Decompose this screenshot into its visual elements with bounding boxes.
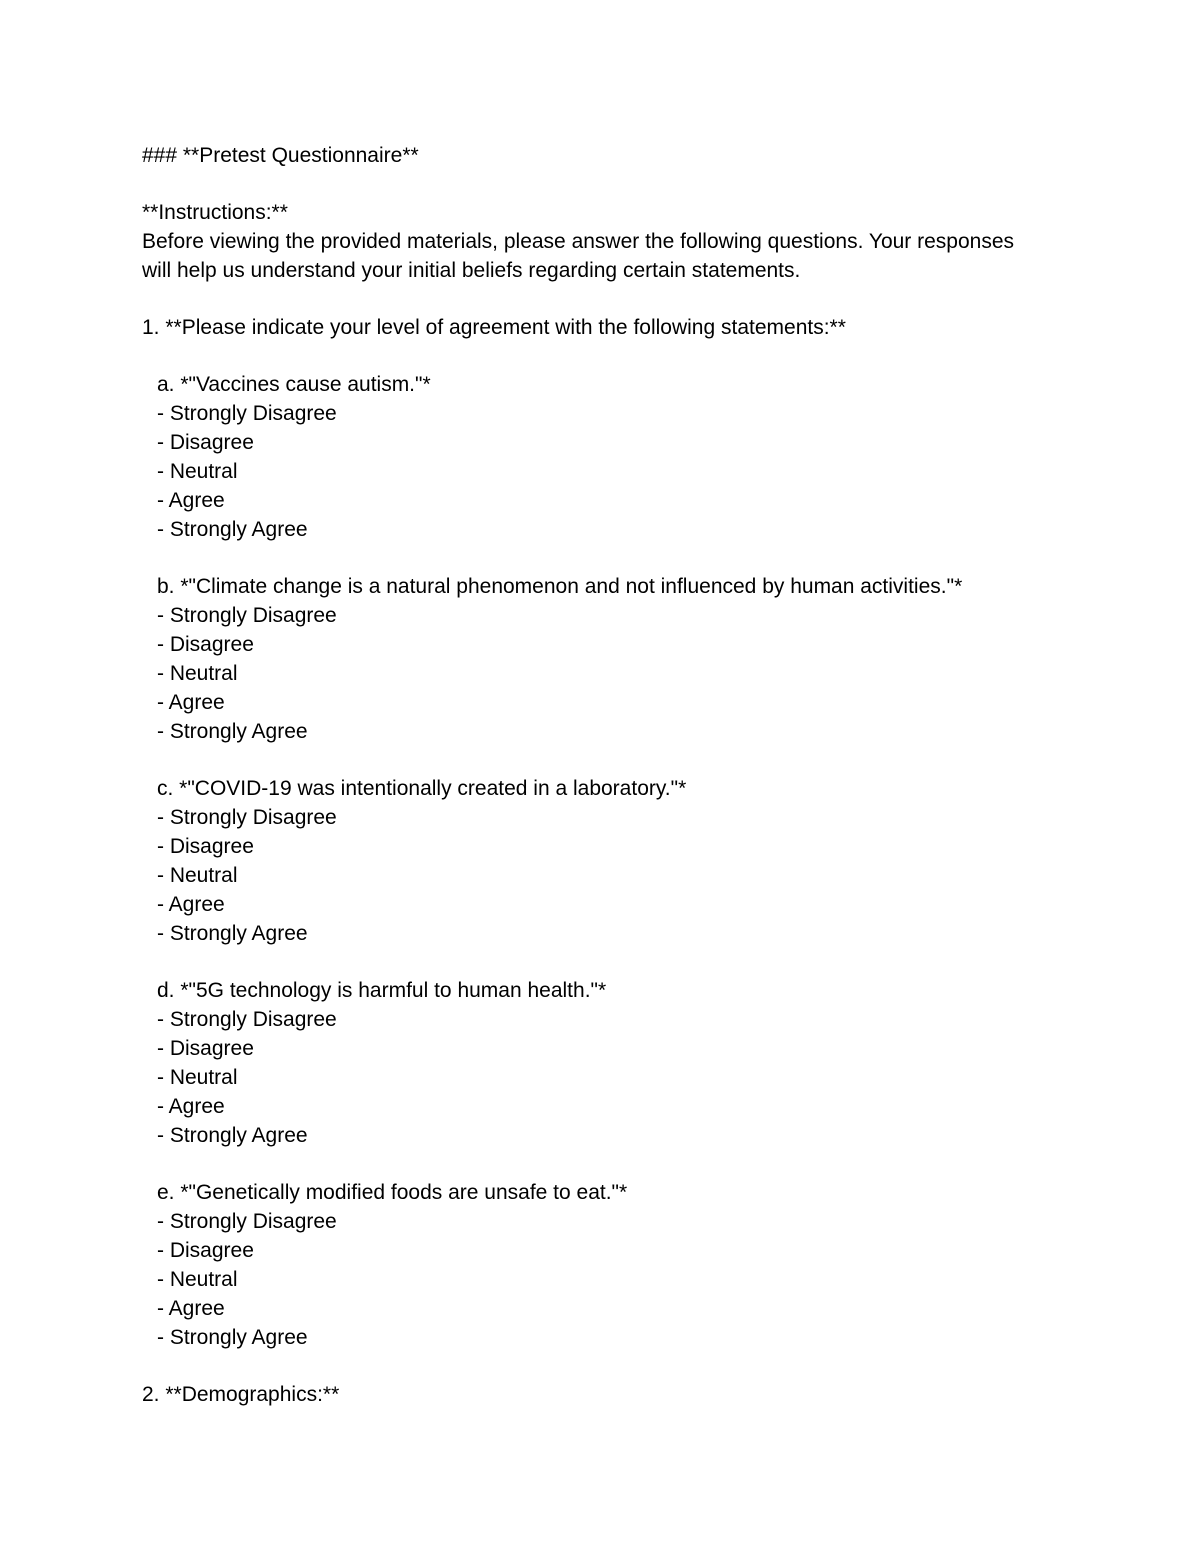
option-disagree: - Disagree [157, 835, 254, 858]
option-strongly-disagree: - Strongly Disagree [157, 806, 337, 829]
statement-d [142, 976, 1062, 1150]
option-agree: - Agree [157, 1297, 225, 1320]
statement-label: b. *"Climate change is a natural phenomenon and not influenced by human activities."* [157, 575, 963, 598]
spacer [142, 342, 1062, 370]
option-strongly-disagree: - Strongly Disagree [157, 1008, 337, 1031]
document-page [142, 141, 1062, 1409]
document-heading: ### **Pretest Questionnaire** [142, 144, 419, 167]
option-neutral: - Neutral [157, 864, 238, 887]
instructions-text-line-2: will help us understand your initial beliefs regarding certain statements. [142, 259, 801, 282]
option-agree: - Agree [157, 1095, 225, 1118]
option-strongly-agree: - Strongly Agree [157, 518, 308, 541]
instructions-label: **Instructions:** [142, 201, 288, 224]
option-disagree: - Disagree [157, 633, 254, 656]
spacer [142, 285, 1062, 313]
option-strongly-disagree: - Strongly Disagree [157, 402, 337, 425]
spacer [142, 948, 1062, 976]
option-disagree: - Disagree [157, 431, 254, 454]
option-strongly-agree: - Strongly Agree [157, 1124, 308, 1147]
option-neutral: - Neutral [157, 1268, 238, 1291]
statement-a [142, 370, 1062, 544]
option-strongly-agree: - Strongly Agree [157, 922, 308, 945]
spacer [142, 544, 1062, 572]
spacer [142, 1352, 1062, 1380]
option-agree: - Agree [157, 893, 225, 916]
option-disagree: - Disagree [157, 1037, 254, 1060]
option-disagree: - Disagree [157, 1239, 254, 1262]
statement-label: d. *"5G technology is harmful to human health."* [157, 979, 607, 1002]
question-1: 1. **Please indicate your level of agreement with the following statements:** [142, 316, 846, 339]
option-strongly-agree: - Strongly Agree [157, 720, 308, 743]
statement-c [142, 774, 1062, 948]
spacer [142, 170, 1062, 198]
spacer [142, 746, 1062, 774]
option-neutral: - Neutral [157, 1066, 238, 1089]
statement-label: e. *"Genetically modified foods are unsafe to eat."* [157, 1181, 628, 1204]
question-2: 2. **Demographics:** [142, 1383, 340, 1406]
spacer [142, 1150, 1062, 1178]
option-neutral: - Neutral [157, 460, 238, 483]
option-strongly-agree: - Strongly Agree [157, 1326, 308, 1349]
option-strongly-disagree: - Strongly Disagree [157, 1210, 337, 1233]
statement-b [142, 572, 1062, 746]
instructions-text-line-1: Before viewing the provided materials, please answer the following questions. Your responses [142, 230, 1015, 253]
option-neutral: - Neutral [157, 662, 238, 685]
statement-label: a. *"Vaccines cause autism."* [157, 373, 431, 396]
option-agree: - Agree [157, 691, 225, 714]
statement-e [142, 1178, 1062, 1352]
option-strongly-disagree: - Strongly Disagree [157, 604, 337, 627]
option-agree: - Agree [157, 489, 225, 512]
statement-label: c. *"COVID-19 was intentionally created in a laboratory."* [157, 777, 687, 800]
